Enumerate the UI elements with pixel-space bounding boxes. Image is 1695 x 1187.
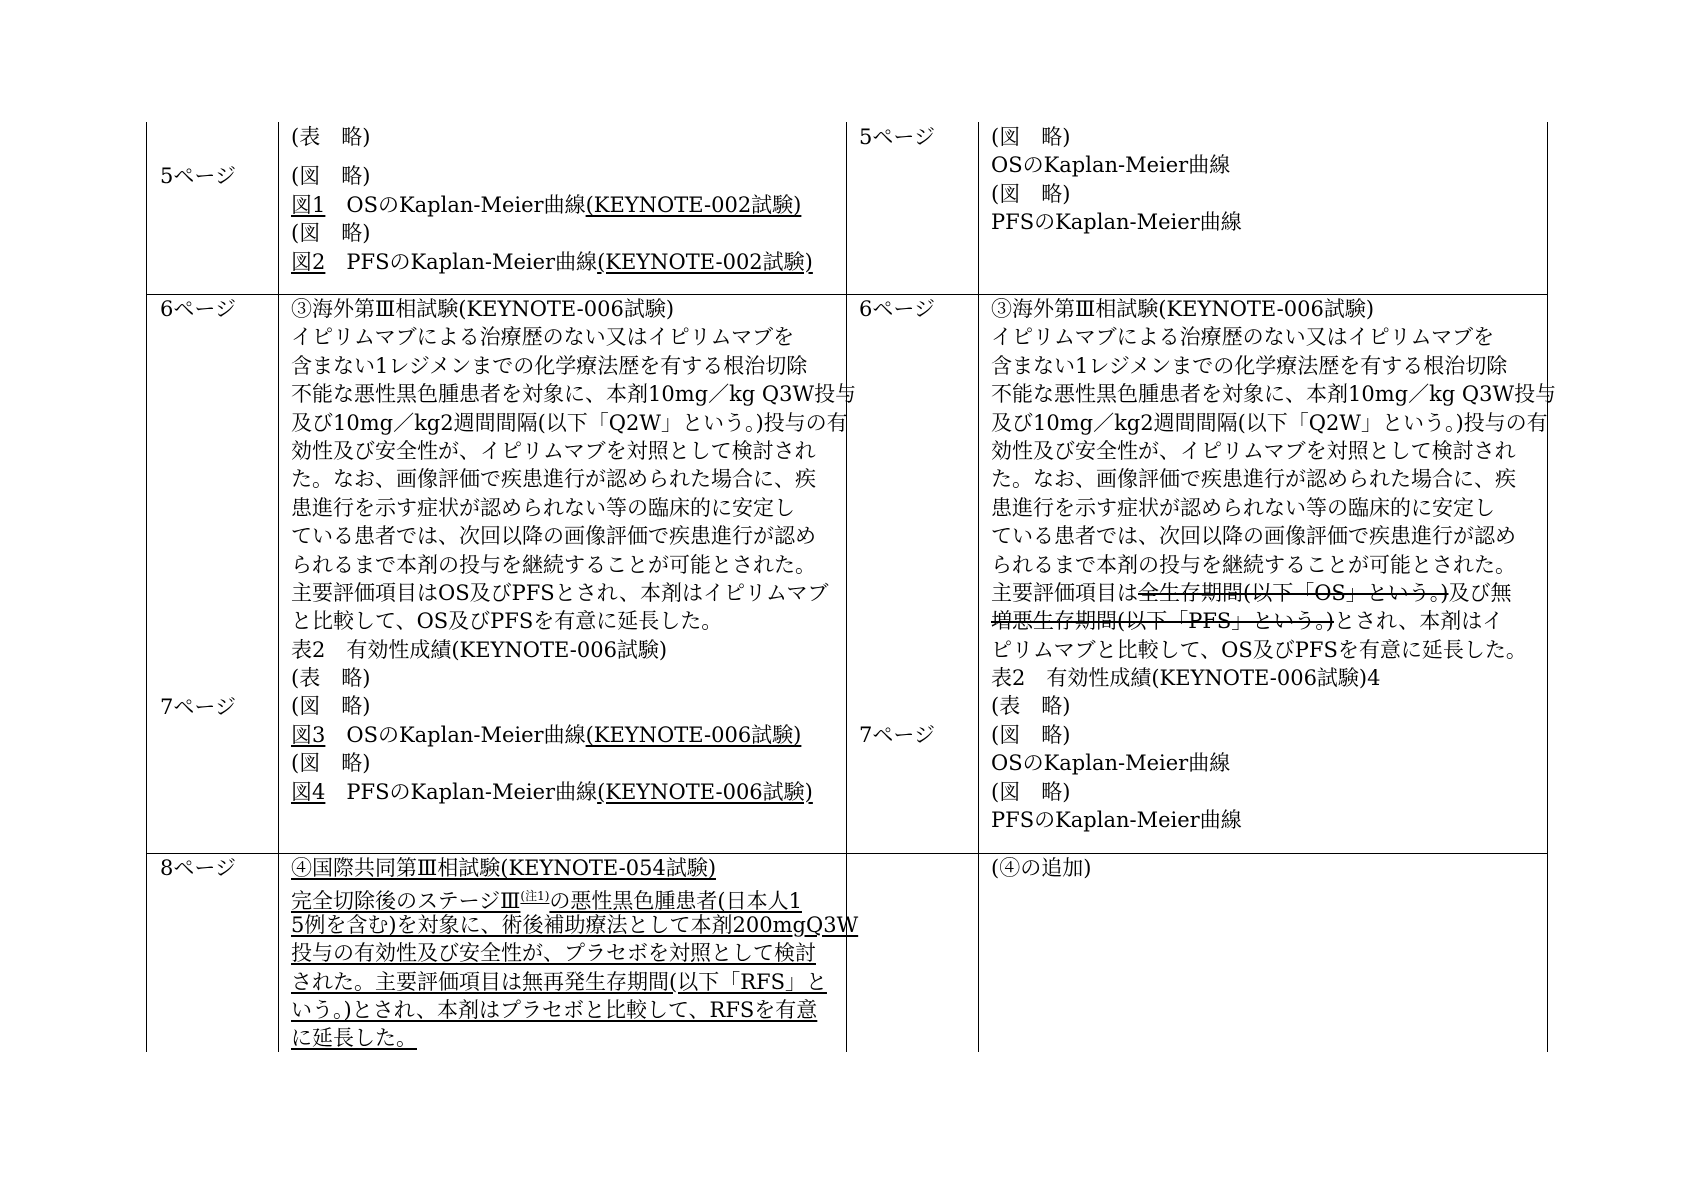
text-segment: た。なお、画像評価で疾患進行が認められた場合に、疾 xyxy=(291,467,816,492)
text-segment: (図 略) xyxy=(991,181,1071,206)
text-line xyxy=(991,607,1547,635)
text-line xyxy=(291,692,846,720)
text-line xyxy=(991,437,1547,465)
added-text: の悪性黒色腫患者(日本人1 xyxy=(549,889,802,914)
text-segment: 患進行を示す症状が認められない等の臨床的に安定し xyxy=(291,495,795,520)
text-line xyxy=(991,854,1547,882)
text-segment: (④の追加) xyxy=(991,856,1092,880)
text-segment: OSのKaplan-Meier曲線 xyxy=(325,192,586,217)
text-segment: PFSのKaplan-Meier曲線 xyxy=(325,249,598,274)
text-segment: 及び10mg／kg2週間間隔(以下「Q2W」という。)投与の有 xyxy=(991,410,1548,435)
text-segment: 主要評価項目はOS及びPFSとされ、本剤はイピリムマブ xyxy=(291,580,829,605)
added-text: ④国際共同第Ⅲ相試験(KEYNOTE-054試験) xyxy=(291,856,717,880)
added-text: いう。)とされ、本剤はプラセボと比較して、RFSを有意 xyxy=(291,997,818,1022)
text-line xyxy=(991,778,1547,806)
text-segment: ている患者では、次回以降の画像評価で疾患進行が認め xyxy=(991,524,1516,549)
text-segment: た。なお、画像評価で疾患進行が認められた場合に、疾 xyxy=(991,467,1516,492)
old-text-cell xyxy=(278,295,857,806)
text-line xyxy=(291,579,846,607)
added-text: (KEYNOTE-002試験) xyxy=(597,249,813,274)
text-segment: イピリムマブによる治療歴のない又はイピリムマブを xyxy=(991,325,1495,350)
text-segment: (表 略) xyxy=(291,666,371,691)
added-text: 投与の有効性及び安全性が、プラセボを対照として検討 xyxy=(291,941,816,966)
text-line xyxy=(291,191,846,219)
text-line xyxy=(291,882,846,914)
text-segment: (図 略) xyxy=(291,694,371,719)
text-line xyxy=(991,749,1547,777)
deleted-text: 全生存期間(以下「OS」という。) xyxy=(1138,580,1449,605)
text-line xyxy=(291,996,846,1024)
text-segment: (表 略) xyxy=(991,694,1071,719)
page-number: 6ページ xyxy=(859,297,935,321)
text-line xyxy=(991,636,1547,664)
text-line xyxy=(991,151,1547,179)
text-segment: られるまで本剤の投与を継続することが可能とされた。 xyxy=(991,552,1516,577)
text-segment: 不能な悪性黒色腫患者を対象に、本剤10mg／kg Q3W投与 xyxy=(991,382,1557,407)
text-segment: 及び10mg／kg2週間間隔(以下「Q2W」という。)投与の有 xyxy=(291,410,848,435)
text-line xyxy=(991,692,1547,720)
text-segment: ピリムマブと比較して、OS及びPFSを有意に延長した。 xyxy=(991,637,1527,662)
text-line xyxy=(291,248,846,276)
text-line xyxy=(291,968,846,996)
text-segment: OSのKaplan-Meier曲線 xyxy=(991,153,1231,178)
added-text: 図1 xyxy=(291,192,326,217)
text-segment: PFSのKaplan-Meier曲線 xyxy=(991,210,1242,235)
text-line xyxy=(291,162,846,190)
text-segment: 及び無 xyxy=(1448,580,1512,605)
text-segment: (図 略) xyxy=(991,779,1071,804)
text-segment: 不能な悪性黒色腫患者を対象に、本剤10mg／kg Q3W投与 xyxy=(291,382,857,407)
text-line xyxy=(291,219,846,247)
text-line xyxy=(291,323,846,351)
added-text: 5例を含む)を対象に、術後補助療法として本剤200mgQ3W xyxy=(291,912,859,937)
text-segment: ③海外第Ⅲ相試験(KEYNOTE-006試験) xyxy=(991,297,1375,321)
text-line xyxy=(991,664,1547,692)
text-segment: OSのKaplan-Meier曲線 xyxy=(325,722,586,747)
page-number: 7ページ xyxy=(160,694,236,719)
new-text-cell xyxy=(978,295,1557,834)
text-segment: (図 略) xyxy=(291,164,371,189)
text-line xyxy=(291,778,846,806)
text-line xyxy=(991,579,1547,607)
text-segment: (図 略) xyxy=(991,125,1071,149)
page-number: 7ページ xyxy=(859,723,935,747)
new-text-cell xyxy=(978,854,1547,882)
text-line xyxy=(991,352,1547,380)
text-line xyxy=(291,551,846,579)
old-text-cell xyxy=(278,854,859,1053)
page-number: 5ページ xyxy=(160,164,236,189)
text-line xyxy=(291,437,846,465)
text-segment: 効性及び安全性が、イピリムマブを対照として検討され xyxy=(291,438,816,463)
added-text: (注1) xyxy=(520,889,550,904)
text-line xyxy=(291,939,846,967)
text-line xyxy=(991,380,1557,408)
text-segment: OSのKaplan-Meier曲線 xyxy=(991,751,1231,776)
added-text: (KEYNOTE-006試験) xyxy=(597,779,813,804)
text-line xyxy=(291,522,846,550)
text-line xyxy=(291,380,857,408)
text-line xyxy=(291,911,859,939)
text-line xyxy=(291,295,846,323)
text-line xyxy=(291,1024,846,1052)
text-line xyxy=(291,465,846,493)
text-segment: られるまで本剤の投与を継続することが可能とされた。 xyxy=(291,552,816,577)
text-segment: 効性及び安全性が、イピリムマブを対照として検討され xyxy=(991,438,1516,463)
text-segment: 患進行を示す症状が認められない等の臨床的に安定し xyxy=(991,495,1495,520)
text-line xyxy=(291,607,846,635)
text-segment: 主要評価項目は xyxy=(991,580,1138,605)
text-segment: と比較して、OS及びPFSを有意に延長した。 xyxy=(291,609,723,634)
text-segment: 含まない1レジメンまでの化学療法歴を有する根治切除 xyxy=(991,353,1508,378)
text-segment: (図 略) xyxy=(991,722,1071,747)
text-segment: (図 略) xyxy=(291,751,371,776)
text-line xyxy=(991,522,1547,550)
text-segment: 表2 有効性成績(KEYNOTE-006試験)4 xyxy=(991,666,1381,691)
text-line xyxy=(991,494,1547,522)
added-text: (KEYNOTE-006試験) xyxy=(585,722,802,747)
text-line xyxy=(991,323,1547,351)
text-segment: ている患者では、次回以降の画像評価で疾患進行が認め xyxy=(291,524,816,549)
added-text: 図4 xyxy=(291,779,326,804)
text-line xyxy=(291,409,846,437)
text-line xyxy=(991,806,1547,834)
added-text: 図3 xyxy=(291,722,326,747)
added-text: された。主要評価項目は無再発生存期間(以下「RFS」と xyxy=(291,969,827,994)
page-number: 6ページ xyxy=(160,297,236,321)
text-segment: PFSのKaplan-Meier曲線 xyxy=(991,808,1242,833)
text-line xyxy=(291,749,846,777)
table-border xyxy=(1547,122,1548,1052)
text-segment: ③海外第Ⅲ相試験(KEYNOTE-006試験) xyxy=(291,297,675,321)
text-line xyxy=(291,854,846,882)
added-text: (KEYNOTE-002試験) xyxy=(585,192,802,217)
text-line xyxy=(991,465,1547,493)
added-text: に延長した。 xyxy=(291,1026,417,1051)
text-line xyxy=(991,123,1547,151)
text-line xyxy=(991,295,1547,323)
text-line xyxy=(991,721,1547,749)
text-line xyxy=(991,551,1547,579)
page-number: 8ページ xyxy=(160,856,236,880)
text-segment: イピリムマブによる治療歴のない又はイピリムマブを xyxy=(291,325,795,350)
text-line xyxy=(291,352,846,380)
text-segment: 含まない1レジメンまでの化学療法歴を有する根治切除 xyxy=(291,353,808,378)
text-segment: (図 略) xyxy=(291,221,371,246)
new-text-cell xyxy=(978,123,1547,237)
text-line xyxy=(291,123,846,151)
added-text: 図2 xyxy=(291,249,326,274)
text-segment: PFSのKaplan-Meier曲線 xyxy=(325,779,598,804)
text-segment: 表2 有効性成績(KEYNOTE-006試験) xyxy=(291,637,668,662)
old-text-cell xyxy=(278,123,846,276)
text-line xyxy=(291,636,846,664)
text-line xyxy=(991,409,1547,437)
text-line xyxy=(291,721,846,749)
text-line xyxy=(291,664,846,692)
added-text: 完全切除後のステージⅢ xyxy=(291,889,521,914)
text-line xyxy=(291,494,846,522)
text-line xyxy=(991,180,1547,208)
table-border xyxy=(146,122,147,1052)
page-number: 5ページ xyxy=(859,125,935,149)
deleted-text: 増悪生存期間(以下「PFS」という。) xyxy=(991,609,1334,634)
text-segment: (表 略) xyxy=(291,125,371,149)
text-segment: とされ、本剤はイ xyxy=(1333,609,1504,634)
text-line xyxy=(991,208,1547,236)
